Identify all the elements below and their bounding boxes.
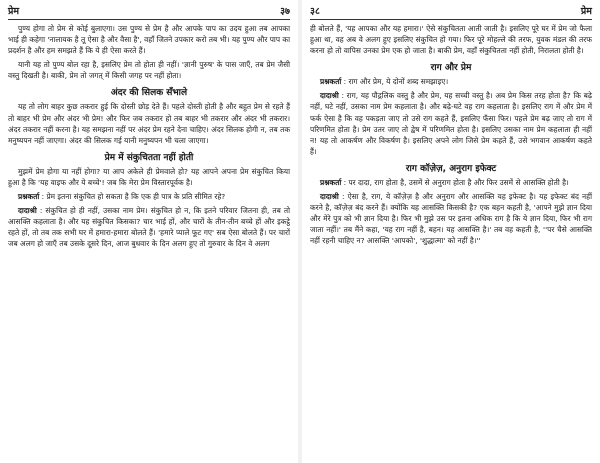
left-page-header <box>8 4 290 20</box>
questioner-label-3: प्रश्नकर्ता <box>320 177 342 187</box>
question-block-3: प्रश्नकर्ता : पर दादा, राग होता है, उसमें से अनुराग होता है और फिर उसमें से आसक्ति होती है। <box>320 177 569 187</box>
answer-block: दादाश्री : संकुचित हो ही नहीं, उसका नाम प्रेम। संकुचित हो न, कि इतने परिवार जितना ही, तब तो आसक्ति कहलाता है। और यह संकुचित किसका? चार भाई हों, और चारों के तीन-तीन बच्चे हों और इकट्ठे रहते हों, तो तब तक सभी घर में हमारा-हमारा बोलते हैं। 'हमारे प्याले फूट गए' सब ऐसा बोलते हैं। पर चारों जब अलग हो जाएँ तब उसके दूसरे दिन, आज बुधवार के दिन अलग हुए तो गुरुवार के दिन वे अलग <box>8 206 290 249</box>
left-page <box>0 0 298 463</box>
question-text-3: पर दादा, राग होता है, उसमें से अनुराग होता है और फिर उसमें से आसक्ति होती है। <box>348 177 569 187</box>
answer-block-3: दादाश्री : ऐसा है, राग, ये कॉज़ेज़ है और अनुराग और आसक्ति यह इफेक्ट है। यह इफेक्ट बंद नहीं करने है, कॉज़ेज़ बंद करने हैं। क्योंकि यह आसक्ति किसकी है? एक बहन कहती है, 'आपने मुझे ज्ञान दिया और मेरे पुत्र को भी ज्ञान दिया है। फिर भी मुझे उस पर इतना अधिक राग है कि ये ज्ञान दिया, फिर भी राग जाता नहीं।' तब मैंने कहा, 'यह राग नहीं है, बहन। यह आसक्ति है।' तब वह कहती है, ''पर चैसे आसक्ति नहीं रहनी चाहिए न? आसक्ति 'आपको', 'शुद्धात्मा' को नहीं है।'' <box>310 192 592 246</box>
left-page-number: ३७ <box>280 6 290 17</box>
answer-text: संकुचित हो ही नहीं, उसका नाम प्रेम। संकुचित हो न, कि इतने परिवार जितना ही, तब तो आसक्ति कहलाता है। और यह संकुचित किसका? चार भाई हों, और चारों के तीन-तीन बच्चे हों और इकट्ठे रहते हों, तो तब तक सभी घर में हमारा-हमारा बोलते हैं। 'हमारे प्याले फूट गए' सब ऐसा बोलते हैं। पर चारों जब अलग हो जाएँ तब उसके दूसरे दिन, आज बुधवार के दिन अलग हुए तो गुरुवार के दिन वे अलग <box>8 206 290 249</box>
questioner-label: प्रश्नकर्ता <box>18 192 40 202</box>
dadashri-label: दादाश्री <box>18 206 37 216</box>
right-header-title: प्रेम <box>580 6 592 17</box>
answer-block-2: दादाश्री : राग, यह पौद्गलिक वस्तु है और प्रेम, यह सच्ची वस्तु है। अब प्रेम किस तरह होता है? कि बढ़े नहीं, घटे नहीं, उसका नाम प्रेम कहलाता है। और बढ़े-घटे वह राग कहलाता है। इसलिए राग में और प्रेम में फर्क ऐसा है कि वह पकड़ता जाए तो उसे राग कहते हैं, इसलिए फँसा फिर। पहले प्रेम बढ़ जाए तो राग में परिणमित होता है। प्रेम उतर जाए तो द्वेष में परिणमित होता है। इसलिए उसका नाम प्रेम कहलाता ही नहीं न! यह तो आकर्षण और विकर्षण है। इसलिए अपने लोग जिसे प्रेम कहते हैं, उसे भगवान आकर्षण कहते हैं। <box>310 91 592 156</box>
right-page-number: ३८ <box>310 6 320 17</box>
section-heading-causes-effect: राग कॉज़ेज़, अनुराग इफेक्ट <box>405 163 497 174</box>
answer-text-3: ऐसा है, राग, ये कॉज़ेज़ है और अनुराग और आसक्ति यह इफेक्ट है। यह इफेक्ट बंद नहीं करने है, कॉज़ेज़ बंद करने हैं। क्योंकि यह आसक्ति किसकी है? एक बहन कहती है, 'आपने मुझे ज्ञान दिया और मेरे पुत्र को भी ज्ञान दिया है। फिर भी मुझे उस पर इतना अधिक राग है कि ये ज्ञान दिया, फिर भी राग जाता नहीं।' तब मैंने कहा, 'यह राग नहीं है, बहन। यह आसक्ति है।' तब वह कहती है, ''पर चैसे आसक्ति नहीं रहनी चाहिए न? आसक्ति 'आपको', 'शुद्धात्मा' को नहीं है।'' <box>310 192 592 246</box>
question-text-2: राग और प्रेम, ये दोनों शब्द समझाइए। <box>348 77 449 87</box>
question-text: प्रेम इतना संकुचित हो सकता है कि एक ही पात्र के प्रति सीमित रहे? <box>46 192 226 202</box>
section-heading-raag-prem: राग और प्रेम <box>430 63 472 74</box>
dadashri-label-2: दादाश्री <box>320 91 339 101</box>
question-block-2: प्रश्नकर्ता : राग और प्रेम, ये दोनों शब्द समझाइए। <box>320 77 449 87</box>
section-heading-no-narrowness: प्रेम में संकुचितता नहीं होती <box>104 152 194 163</box>
left-paragraph-4: मुझमें प्रेम होगा या नहीं होगा? या आप अकेले ही प्रेमवाले हो? यह आपने अपना प्रेम संकुचित किया हुआ है कि 'यह वाइफ और ये बच्चे'! जब कि मेरा प्रेम विस्तारपूर्वक है। <box>8 166 290 187</box>
section-heading-inner-stock: अंदर की सिलक सँभाले <box>110 88 188 99</box>
left-paragraph-3: यह तो लोग बाहर कुछ तकरार हुई कि दोस्ती छोड़ देते हैं। पहले दोस्ती होती है और बहुत प्रेम से रहते हैं तो बाहर भी प्रेम और अंदर भी प्रेम! और फिर जब तकरार हो तब बाहर भी तकरार और अंदर भी तकरार। अंदर तकरार नहीं करना है। यह समझना नहीं पर अंदर प्रेम रहने देना चाहिए। अंदर सिलक होगी न, तब तक मनुष्यपन नहीं जाएगा। अंदर की सिलक गई यानी मनुष्यपन भी चला जाएगा। <box>8 102 290 145</box>
answer-text-2: राग, यह पौद्गलिक वस्तु है और प्रेम, यह सच्ची वस्तु है। अब प्रेम किस तरह होता है? कि बढ़े नहीं, घटे नहीं, उसका नाम प्रेम कहलाता है। और बढ़े-घटे वह राग कहलाता है। इसलिए राग में और प्रेम में फर्क ऐसा है कि वह पकड़ता जाए तो उसे राग कहते हैं, इसलिए फँसा फिर। पहले प्रेम बढ़ जाए तो राग में परिणमित होता है। प्रेम उतर जाए तो द्वेष में परिणमित होता है। इसलिए उसका नाम प्रेम कहलाता ही नहीं न! यह तो आकर्षण और विकर्षण है। इसलिए अपने लोग जिसे प्रेम कहते हैं, उसे भगवान आकर्षण कहते हैं। <box>310 91 592 156</box>
right-page-header <box>310 4 592 20</box>
right-page <box>302 0 600 463</box>
question-block: प्रश्नकर्ता : प्रेम इतना संकुचित हो सकता है कि एक ही पात्र के प्रति सीमित रहे? <box>18 192 226 202</box>
left-paragraph-2: यानी यह तो पुण्य बोल रहा है, इसलिए प्रेम तो होता ही नहीं। 'ज्ञानी पुरुष' के पास जाएँ, तब प्रेम जैसी वस्तु दिखती है। बाकी, प्रेम तो जगत् में किसी जगह पर नहीं होता। <box>8 60 290 81</box>
questioner-label-2: प्रश्नकर्ता <box>320 77 342 87</box>
dadashri-label-3: दादाश्री <box>320 192 339 202</box>
right-paragraph-1: ही बोलते हैं, 'यह आपका और यह हमारा।' ऐसे संकुचितता आती जाती है। इसलिए पूरे घर में प्रेम जो फैला हुआ था, वह अब वे अलग हुए इसलिए संकुचित हो गया। फिर पूरे मोहल्ले की तरफ, युवक मंडल की तरफ करना हो तो वापिस उनका प्रेम एक हो जाता है। बाकी प्रेम, वहाँ संकुचितता नहीं होती, निरालता होती है। <box>310 24 592 56</box>
left-paragraph-1: पुण्य होगा तो प्रेम से कोई बुलाएगा। उस पुण्य से प्रेम है और आपके पाप का उदय हुआ तब आपका भाई ही कहेगा 'नालायक है तू ऐसा है और वैसा है', वहाँ जितने उपकार करो तब भी। यह पुण्य और पाप का प्रदर्शन है और हम समझते हैं कि ये ही ऐसा करते हैं। <box>8 24 290 56</box>
left-header-title: प्रेम <box>8 6 20 17</box>
